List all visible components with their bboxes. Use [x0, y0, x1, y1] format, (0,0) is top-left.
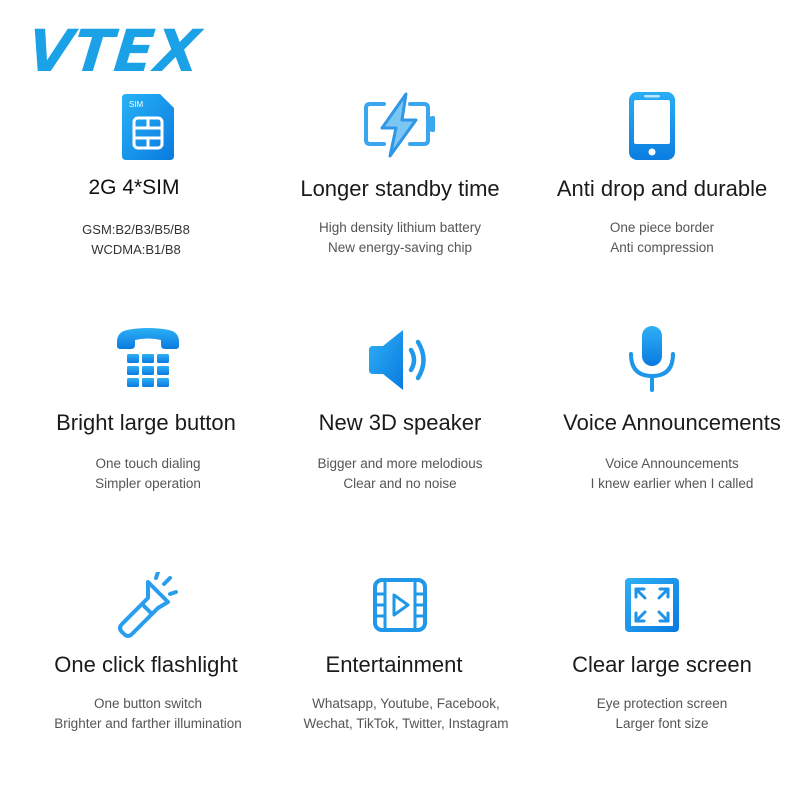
feature-title: Voice Announcements [563, 410, 781, 435]
feature-line: Bigger and more melodious [317, 456, 483, 471]
telephone-keypad-icon [115, 328, 181, 390]
feature-title: New 3D speaker [318, 410, 482, 435]
feature-line: High density lithium battery [318, 220, 482, 235]
feature-title: 2G 4*SIM [88, 176, 180, 199]
expand-screen-icon [623, 576, 681, 634]
feature-description [10, 220, 262, 260]
flashlight-icon [118, 572, 178, 638]
feature-line: Larger font size [615, 716, 709, 731]
feature-description [22, 694, 274, 734]
feature-description [546, 454, 798, 494]
feature-line: New energy-saving chip [327, 240, 473, 255]
smartphone-icon [629, 92, 675, 160]
feature-description [22, 454, 274, 494]
feature-battery [274, 88, 526, 288]
sim-card-icon [122, 94, 174, 160]
speaker-icon [367, 328, 433, 392]
feature-line: Simpler operation [95, 476, 201, 491]
feature-line: Wechat, TikTok, Twitter, Instagram [303, 716, 509, 731]
feature-line: Whatsapp, Youtube, Facebook, [312, 696, 500, 711]
feature-title: Entertainment [325, 652, 463, 677]
feature-sim [22, 88, 274, 288]
feature-button [22, 324, 274, 524]
video-play-icon [371, 576, 429, 634]
feature-title: Clear large screen [572, 652, 752, 677]
feature-line: Clear and no noise [343, 476, 457, 491]
feature-speaker [274, 324, 526, 524]
feature-line: I knew earlier when I called [590, 476, 754, 491]
feature-durable [526, 88, 778, 288]
feature-title: Longer standby time [300, 176, 500, 201]
feature-title: One click flashlight [54, 652, 238, 677]
feature-line: GSM:B2/B3/B5/B8 [82, 222, 190, 237]
feature-description [274, 218, 526, 258]
feature-screen [526, 564, 778, 764]
feature-description [280, 694, 532, 734]
feature-flashlight [22, 564, 274, 764]
feature-line: Brighter and farther illumination [54, 716, 242, 731]
feature-line: WCDMA:B1/B8 [91, 242, 181, 257]
feature-description [536, 218, 788, 258]
feature-line: Voice Announcements [605, 456, 739, 471]
feature-description [536, 694, 788, 734]
feature-entertainment [274, 564, 526, 764]
feature-grid [22, 88, 781, 788]
feature-description [274, 454, 526, 494]
feature-line: Anti compression [610, 240, 714, 255]
battery-bolt-icon [362, 92, 438, 158]
feature-voice [526, 324, 781, 524]
feature-line: One piece border [609, 220, 715, 235]
feature-line: Eye protection screen [596, 696, 728, 711]
sim-label: SIM [129, 100, 144, 109]
feature-title: Anti drop and durable [556, 176, 768, 201]
brand-logo: VTEX [24, 17, 205, 85]
feature-title: Bright large button [56, 410, 236, 435]
feature-line: One touch dialing [95, 456, 201, 471]
microphone-icon [627, 326, 677, 392]
feature-line: One button switch [93, 696, 203, 711]
